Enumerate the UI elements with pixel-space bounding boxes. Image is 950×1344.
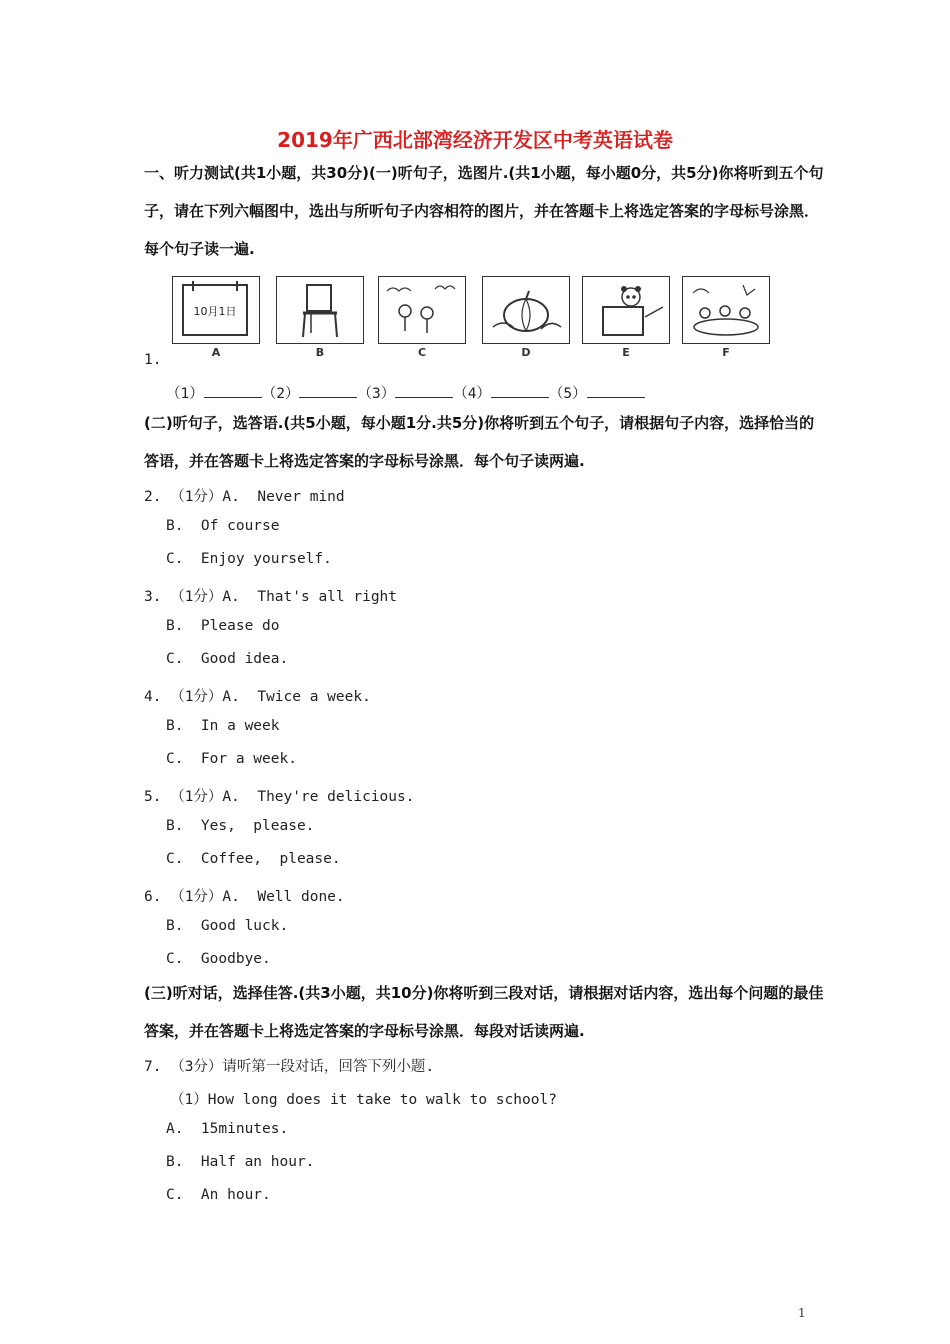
picture-f — [682, 276, 770, 368]
section1-heading: 一、听力测试(共1小题，共30分)(一)听句子，选图片.(共1小题，每小题0分，共5分)你将听到五个句子，请在下列六幅图中，选出与所听句子内容相符的图片，并在答题卡上将选定答案的字母标号涂黑．每个句子读一遍. — [144, 164, 824, 258]
question-4-option-c: C. For a week. — [166, 751, 297, 767]
blank-label: （4） — [453, 386, 491, 402]
answer-blank-3[interactable] — [395, 385, 453, 398]
question-7-option-b: B. Half an hour. — [166, 1154, 315, 1170]
question-6-stem: 6. （1分）A. Well done. — [144, 889, 345, 905]
section3-heading: (三)听对话，选择佳答.(共3小题，共10分)你将听到三段对话，请根据对话内容，选出每个问题的最佳答案，并在答题卡上将选定答案的字母标号涂黑．每段对话读两遍. — [144, 984, 824, 1040]
question-7-option-a: A. 15minutes. — [166, 1121, 289, 1137]
question-3-option-c: C. Good idea. — [166, 651, 289, 667]
answer-blank-4[interactable] — [491, 385, 549, 398]
question-7-stem: 7. （3分）请听第一段对话，回答下列小题. — [144, 1059, 435, 1075]
picture-d — [482, 276, 570, 368]
picture-label: C — [417, 346, 427, 359]
question-7-option-c: C. An hour. — [166, 1187, 271, 1203]
answer-blank-2[interactable] — [299, 385, 357, 398]
children-playing-picture — [378, 276, 466, 344]
picture-label: D — [521, 346, 531, 359]
pumpkin-picture — [482, 276, 570, 344]
question-5-stem: 5. （1分）A. They're delicious. — [144, 789, 415, 805]
picture-b — [276, 276, 364, 368]
question-2-option-b: B. Of course — [166, 518, 280, 534]
blank-label: （3） — [357, 386, 396, 402]
picture-options — [172, 276, 776, 368]
picture-label: F — [722, 346, 730, 359]
picture-label: E — [622, 346, 630, 359]
question-2-option-c: C. Enjoy yourself. — [166, 551, 332, 567]
document-title: 2019年广西北部湾经济开发区中考英语试卷 — [277, 128, 673, 152]
calendar-picture — [172, 276, 260, 344]
section2-heading: (二)听句子，选答语.(共5小题，每小题1分.共5分)你将听到五个句子，请根据句子内容，选择恰当的答语，并在答题卡上将选定答案的字母标号涂黑．每个句子读两遍. — [144, 414, 815, 470]
picture-label: A — [211, 346, 221, 359]
blank-label: （5） — [548, 386, 587, 402]
question-2-stem: 2. （1分）A. Never mind — [144, 489, 345, 505]
picture-a — [172, 276, 260, 368]
question-4-option-b: B. In a week — [166, 718, 280, 734]
page-number: 1 — [798, 1306, 806, 1320]
question-7-subquestion: （1）How long does it take to walk to school? — [170, 1092, 557, 1108]
picture-e — [582, 276, 670, 368]
question-3-stem: 3. （1分）A. That's all right — [144, 589, 398, 605]
question-5-option-c: C. Coffee, please. — [166, 851, 341, 867]
calendar-text: 10月1日 — [193, 305, 237, 318]
question-number: 1. — [144, 352, 162, 368]
blank-label: （2） — [261, 386, 300, 402]
picture-label: B — [315, 346, 325, 359]
question-5-option-b: B. Yes, please. — [166, 818, 315, 834]
picture-c — [378, 276, 466, 368]
blank-label: （1） — [166, 386, 204, 402]
panda-box-picture — [582, 276, 670, 344]
question-6-option-b: B. Good luck. — [166, 918, 289, 934]
question-4-stem: 4. （1分）A. Twice a week. — [144, 689, 371, 705]
chair-picture — [276, 276, 364, 344]
question-6-option-c: C. Goodbye. — [166, 951, 271, 967]
picnic-picture — [682, 276, 770, 344]
answer-blanks — [166, 382, 645, 403]
question-3-option-b: B. Please do — [166, 618, 280, 634]
answer-blank-1[interactable] — [204, 385, 262, 398]
answer-blank-5[interactable] — [587, 385, 645, 398]
